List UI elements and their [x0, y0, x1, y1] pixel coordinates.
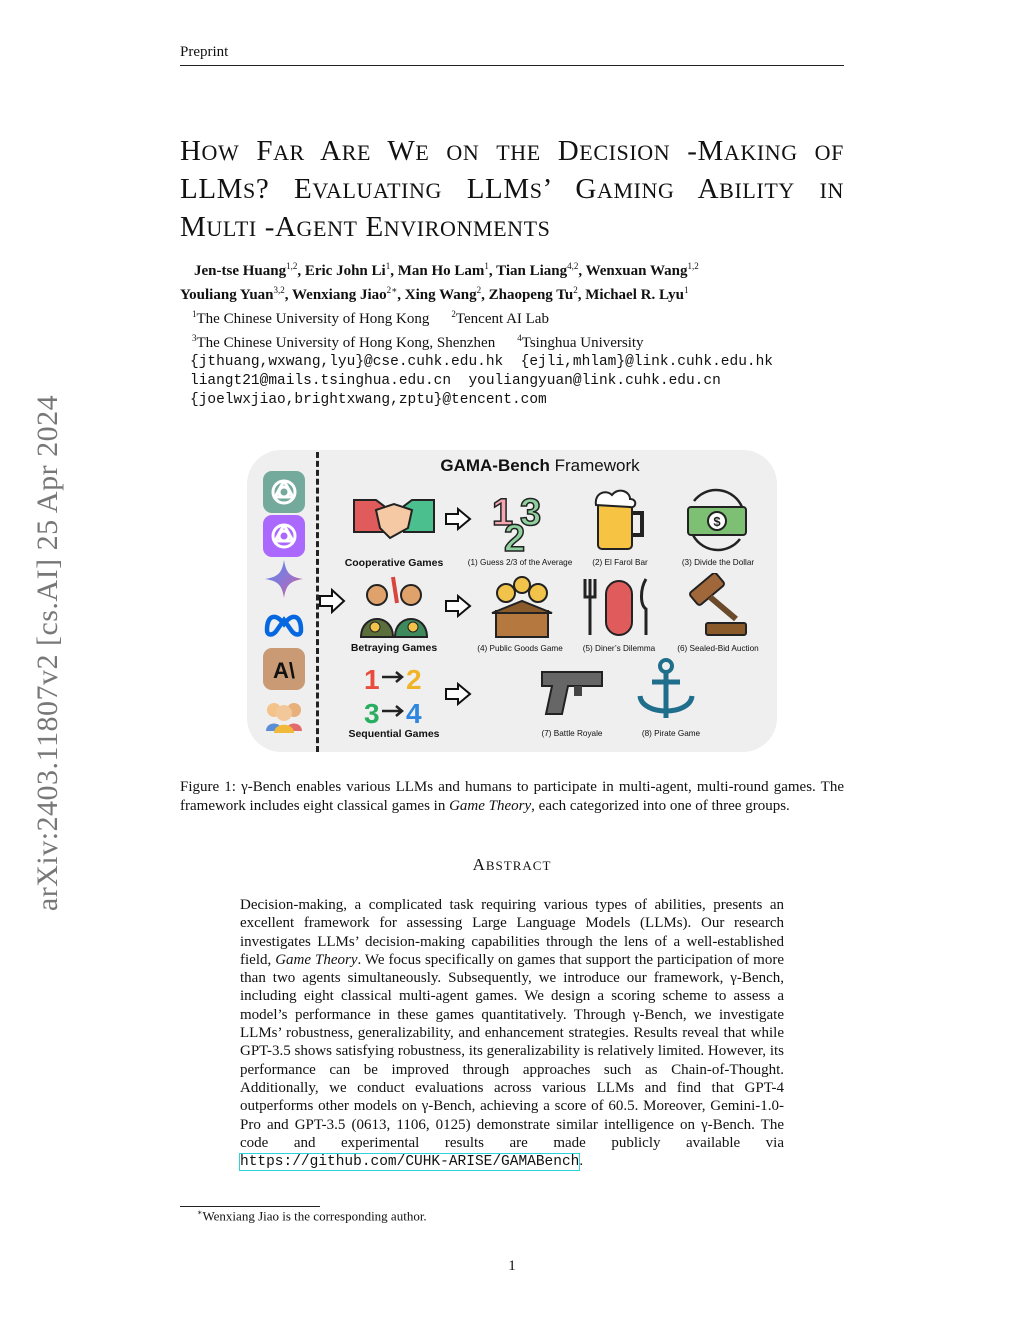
- title-line-1: [180, 133, 844, 171]
- author-line-1: Jen-tse Huang$^{1,2}$, Eric John Li$^1$, Man Ho Lam$^1$, Tian Liang$^{4,2}$, Wenxuan Wang$^{1,2}$: [194, 261, 699, 279]
- title-word: ABILITY: [697, 173, 795, 205]
- figure-caption: Figure 1: γ-Bench enables various LLMs and humans to participate in multi-agent, multi-round games. The framework includes eight classical games in Game Theory, each categorized into one of three groups.: [180, 779, 844, 814]
- title-word: WE: [387, 135, 430, 167]
- title-word: -MAKING: [687, 135, 798, 167]
- footnote: ∗Wenxiang Jiao is the corresponding author.: [197, 1208, 427, 1224]
- svg-text:2: 2: [504, 518, 526, 553]
- figure-title: GAMA-Bench Framework: [440, 456, 640, 475]
- svg-text:3: 3: [364, 698, 380, 727]
- title-word: OF: [814, 140, 844, 165]
- title-word: THE: [496, 140, 541, 165]
- title-word: ARE: [320, 135, 371, 167]
- svg-text:A\: A\: [273, 658, 295, 683]
- author-block: [180, 257, 860, 410]
- title-word: ON: [446, 140, 480, 165]
- game-label-2: (2) El Farol Bar: [592, 558, 648, 567]
- svg-text:$: $: [713, 514, 721, 529]
- big-right-arrow-icon: [318, 588, 346, 614]
- title-word: ENVIRONMENTS: [365, 211, 551, 243]
- header-rule: [180, 65, 844, 66]
- title-word: FAR: [256, 135, 305, 167]
- abstract-body: Decision-making, a complicated task requiring various types of abilities, presents an excellent framework for assessing Large Language Models (LLMs). Our research investigates LLMs’ decision-making capabilities through the lens of a well-established field, Game Theory. We focus specifically on games that support the participation of more than two agents simultaneously. Subsequently, we introduce our framework, γ-Bench, including eight classical multi-agent games. We design a scoring scheme to assess a model’s performance in these games quantitatively. Through γ-Bench, we investigate LLMs’ robustness, generalizability, and enhancement strategies. Results reveal that while GPT-3.5 shows satisfying robustness, its generalizability is relatively limited. However, its performance can be improved through approaches such as Chain-of-Thought. Additionally, we conduct evaluations across various LLMs and find that GPT-4 outperforms other models on γ-Bench, achieving a score of 60.5. Moreover, Gemini-1.0-Pro and GPT-3.5 (0613, 1106, 0125) demonstrate similar intelligence on γ-Bench. The code and experimental results are made publicly available via https://github.com/CUHK-ARISE/GAMABench.: [240, 897, 784, 1171]
- human-players-icon: [263, 693, 305, 735]
- game-label-7: (7) Battle Royale: [541, 729, 603, 738]
- betrayal-icon: [355, 573, 433, 639]
- anthropic-logo: [263, 648, 305, 690]
- pistol-icon: [538, 666, 606, 718]
- game-label-6: (6) Sealed-Bid Auction: [677, 644, 759, 653]
- title-word: GAMING: [575, 173, 675, 205]
- diner-icon: [582, 575, 656, 639]
- arxiv-sidebar: [18, 363, 78, 943]
- group-label-cooperative: Cooperative Games: [344, 557, 444, 569]
- public-goods-icon: [490, 575, 554, 639]
- arrow-sequential-icon: [444, 682, 472, 706]
- title-word: -AGENT: [264, 211, 358, 243]
- title-word: MULTI: [180, 211, 257, 243]
- email-line-2: liangt21@mails.tsinghua.edu.cn youliangyuan@link.cuhk.edu.cn: [190, 373, 721, 389]
- game-label-1: (1) Guess 2/3 of the Average: [467, 558, 573, 567]
- abstract-heading: ABSTRACT: [472, 855, 552, 874]
- title-word: ’: [542, 173, 551, 205]
- group-label-betraying: Betraying Games: [350, 642, 438, 654]
- arrow-cooperative-icon: [444, 507, 472, 531]
- email-line-1: {jthuang,wxwang,lyu}@cse.cuhk.edu.hk {ejli,mhlam}@link.cuhk.edu.hk: [190, 354, 773, 370]
- group-label-sequential: Sequential Games: [348, 728, 440, 740]
- arxiv-identifier: arXiv:2403.11807v2 [cs.AI] 25 Apr 2024: [31, 394, 64, 912]
- game-label-8: (8) Pirate Game: [641, 729, 701, 738]
- sequence-icon: [360, 661, 428, 727]
- auction-gavel-icon: [680, 573, 752, 639]
- meta-logo: [263, 602, 305, 644]
- beer-mug-icon: [590, 487, 650, 553]
- github-link[interactable]: https://github.com/CUHK-ARISE/GAMABench: [240, 1154, 580, 1171]
- affiliation-line-1: $^1$The Chinese University of Hong Kong $^2$Tencent AI Lab: [192, 309, 549, 327]
- paper-title: [180, 133, 844, 247]
- gemini-logo: [263, 558, 305, 600]
- title-word: EVALUATING: [294, 173, 443, 205]
- title-word: LLMS: [180, 173, 256, 205]
- author-line-2: Youliang Yuan$^{3,2}$, Wenxiang Jiao$^{2∗}$, Xing Wang$^2$, Zhaopeng Tu$^2$, Michael R. Lyu$^1$: [180, 285, 689, 303]
- game-label-3: (3) Divide the Dollar: [681, 558, 755, 567]
- svg-text:1: 1: [492, 492, 514, 534]
- svg-text:1: 1: [364, 664, 380, 695]
- handshake-icon: [350, 488, 438, 546]
- title-word: IN: [819, 178, 844, 203]
- money-cycle-icon: [682, 487, 752, 553]
- title-word: ?: [255, 173, 270, 205]
- arrow-betraying-icon: [444, 594, 472, 618]
- svg-text:2: 2: [406, 664, 422, 695]
- running-header: Preprint: [180, 44, 229, 60]
- footnote-rule: [180, 1206, 320, 1207]
- game-label-5: (5) Diner’s Dilemma: [582, 644, 656, 653]
- game-label-4: (4) Public Goods Game: [477, 644, 563, 653]
- anchor-icon: [636, 658, 696, 724]
- title-word: DECISION: [557, 135, 671, 167]
- svg-text:4: 4: [406, 698, 422, 727]
- title-line-2: [180, 171, 844, 209]
- openai-purple-logo: [263, 515, 305, 557]
- title-word: LLMS: [466, 173, 543, 205]
- title-word: HOW: [180, 135, 240, 167]
- svg-text:3: 3: [520, 492, 542, 534]
- numbers-icon: [490, 487, 552, 553]
- openai-green-logo: [263, 471, 305, 513]
- page-number: 1: [508, 1258, 516, 1274]
- affiliation-line-2: $^3$The Chinese University of Hong Kong, Shenzhen $^4$Tsinghua University: [192, 333, 644, 351]
- title-line-3: [180, 209, 844, 247]
- email-line-3: {joelwxjiao,brightxwang,zptu}@tencent.com: [190, 392, 547, 408]
